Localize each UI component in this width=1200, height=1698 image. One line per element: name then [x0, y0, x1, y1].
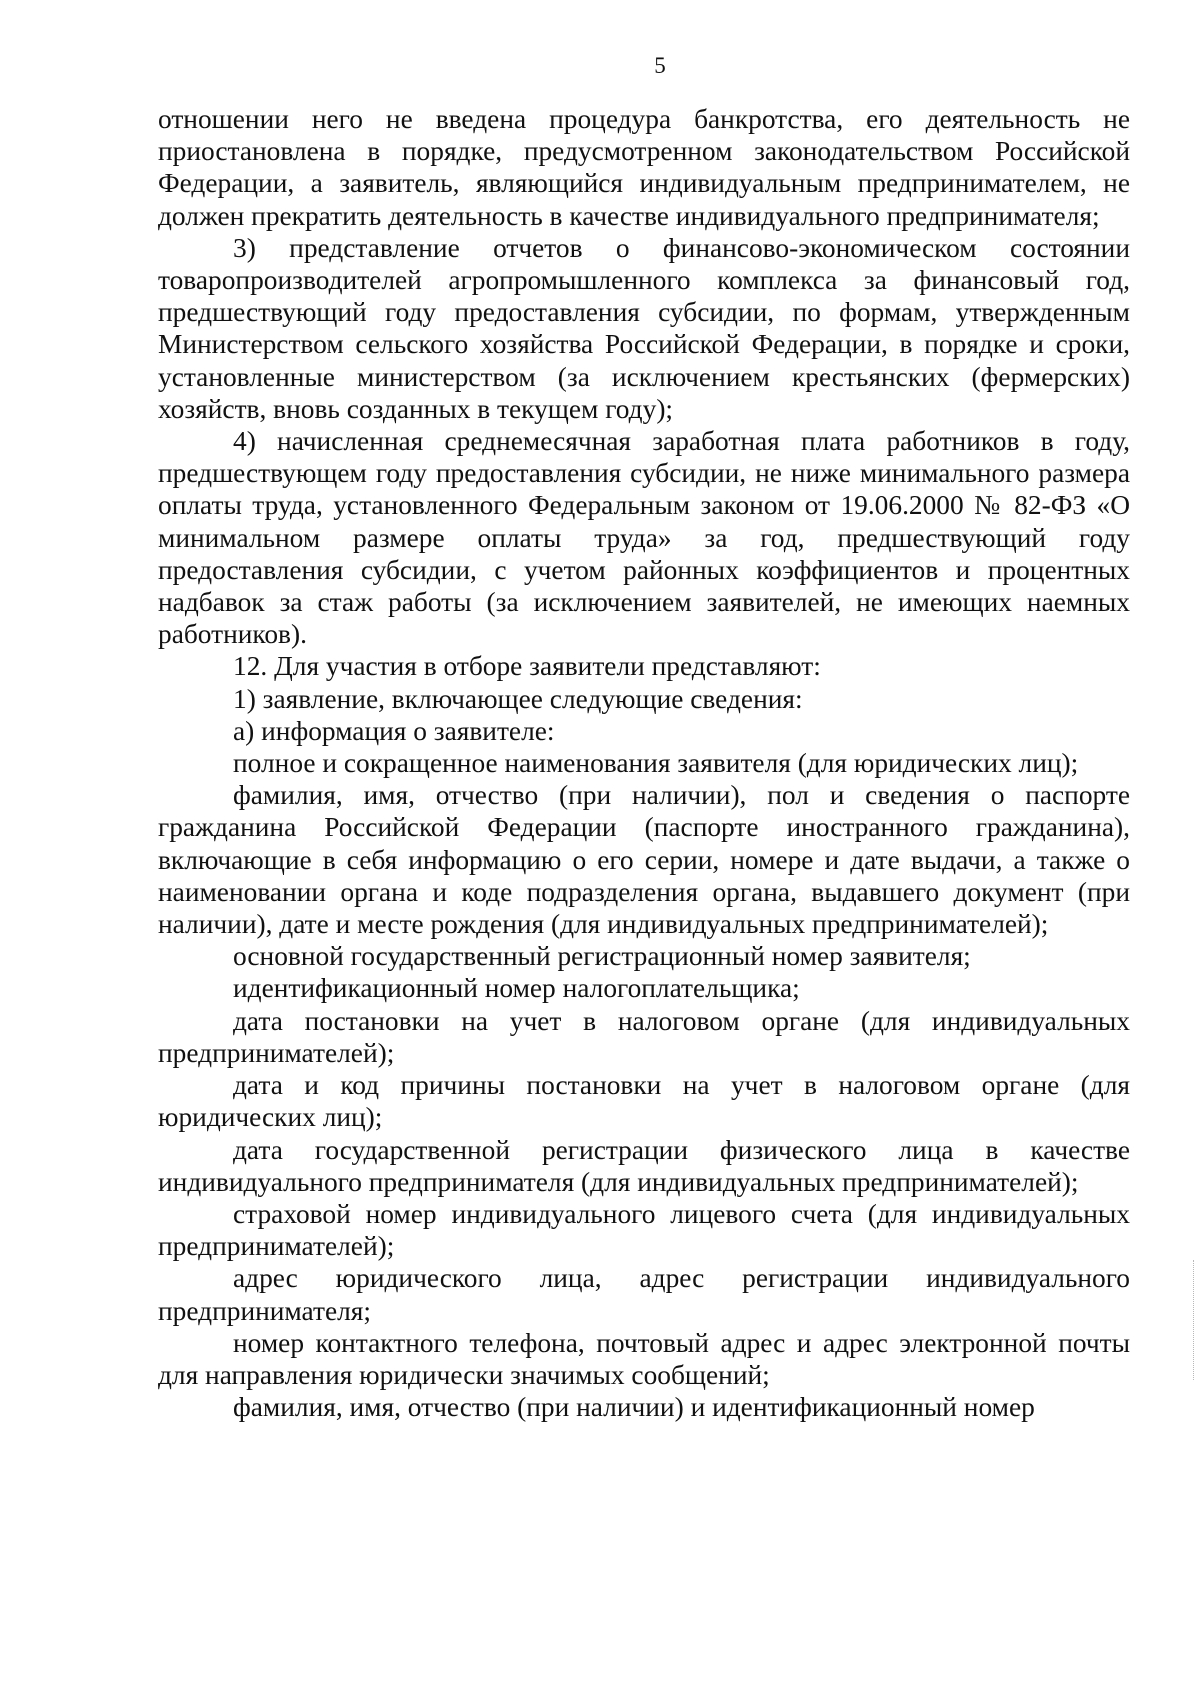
paragraph-subitem-a: а) информация о заявителе: — [233, 715, 555, 746]
paragraph-subitem-1: 1) заявление, включающее следующие сведения: — [233, 683, 803, 714]
document-body — [158, 103, 1130, 1423]
paragraph-passport-details: фамилия, имя, отчество (при наличии), пол и сведения о паспорте гражданина Российской Федерации (паспорте иностранного гражданина), включающие в себя информацию о его серии, номере и дате выдачи, а также о наименовании органа и коде подразделения органа, выдавшего документ (при наличии), дате и месте рождения (для индивидуальных предпринимателей); — [158, 780, 1130, 940]
page-number: 5 — [654, 53, 666, 78]
paragraph-state-registration: дата государственной регистрации физического лица в качестве индивидуального предпринимателя (для индивидуальных предпринимателей); — [158, 1134, 1130, 1197]
paragraph-item-3: 3) представление отчетов о финансово-экономическом состоянии товаропроизводителей агропромышленного комплекса за финансовый год, предшествующий году предоставления субсидии, по формам, утвержденным Министерством сельского хозяйства Российской Федерации, в порядке и сроки, установленные министерством (за исключением крестьянских (фермерских) хозяйств, вновь созданных в текущем году); — [158, 232, 1130, 424]
paragraph-section-12: 12. Для участия в отборе заявители представляют: — [233, 651, 821, 682]
paragraph-item-4: 4) начисленная среднемесячная заработная плата работников в году, предшествующем году предоставления субсидии, не ниже минимального размера оплаты труда, установленного Федеральным законом от 19.06.2000 № 82-ФЗ «О минимальном размере оплаты труда» за год, предшествующий году предоставления субсидии, с учетом районных коэффициентов и процентных надбавок за стаж работы (за исключением заявителей, не имеющих наемных работников). — [158, 426, 1130, 650]
paragraph-head-details: фамилия, имя, отчество (при наличии) и идентификационный номер — [233, 1392, 1035, 1423]
paragraph-snils: страховой номер индивидуального лицевого счета (для индивидуальных предпринимателей); — [158, 1198, 1130, 1262]
paragraph-applicant-name: полное и сокращенное наименования заявителя (для юридических лиц); — [233, 748, 1079, 779]
scan-edge-mark — [1192, 1260, 1194, 1380]
paragraph-tax-registration-date: дата постановки на учет в налоговом органе (для индивидуальных предпринимателей); — [158, 1005, 1130, 1068]
paragraph-tax-registration-code: дата и код причины постановки на учет в налоговом органе (для юридических лиц); — [158, 1070, 1130, 1133]
paragraph-address: адрес юридического лица, адрес регистрации индивидуального предпринимателя; — [158, 1263, 1130, 1326]
paragraph-continuation: отношении него не введена процедура банкротства, его деятельность не приостановлена в порядке, предусмотренном законодательством Российской Федерации, а заявитель, являющийся индивидуальным предпринимателем, не должен прекратить деятельность в качестве индивидуального предпринимателя; — [158, 104, 1130, 231]
paragraph-inn: идентификационный номер налогоплательщика; — [233, 973, 800, 1004]
paragraph-contacts: номер контактного телефона, почтовый адрес и адрес электронной почты для направления юридически значимых сообщений; — [158, 1327, 1130, 1390]
paragraph-ogrn: основной государственный регистрационный номер заявителя; — [233, 941, 971, 972]
